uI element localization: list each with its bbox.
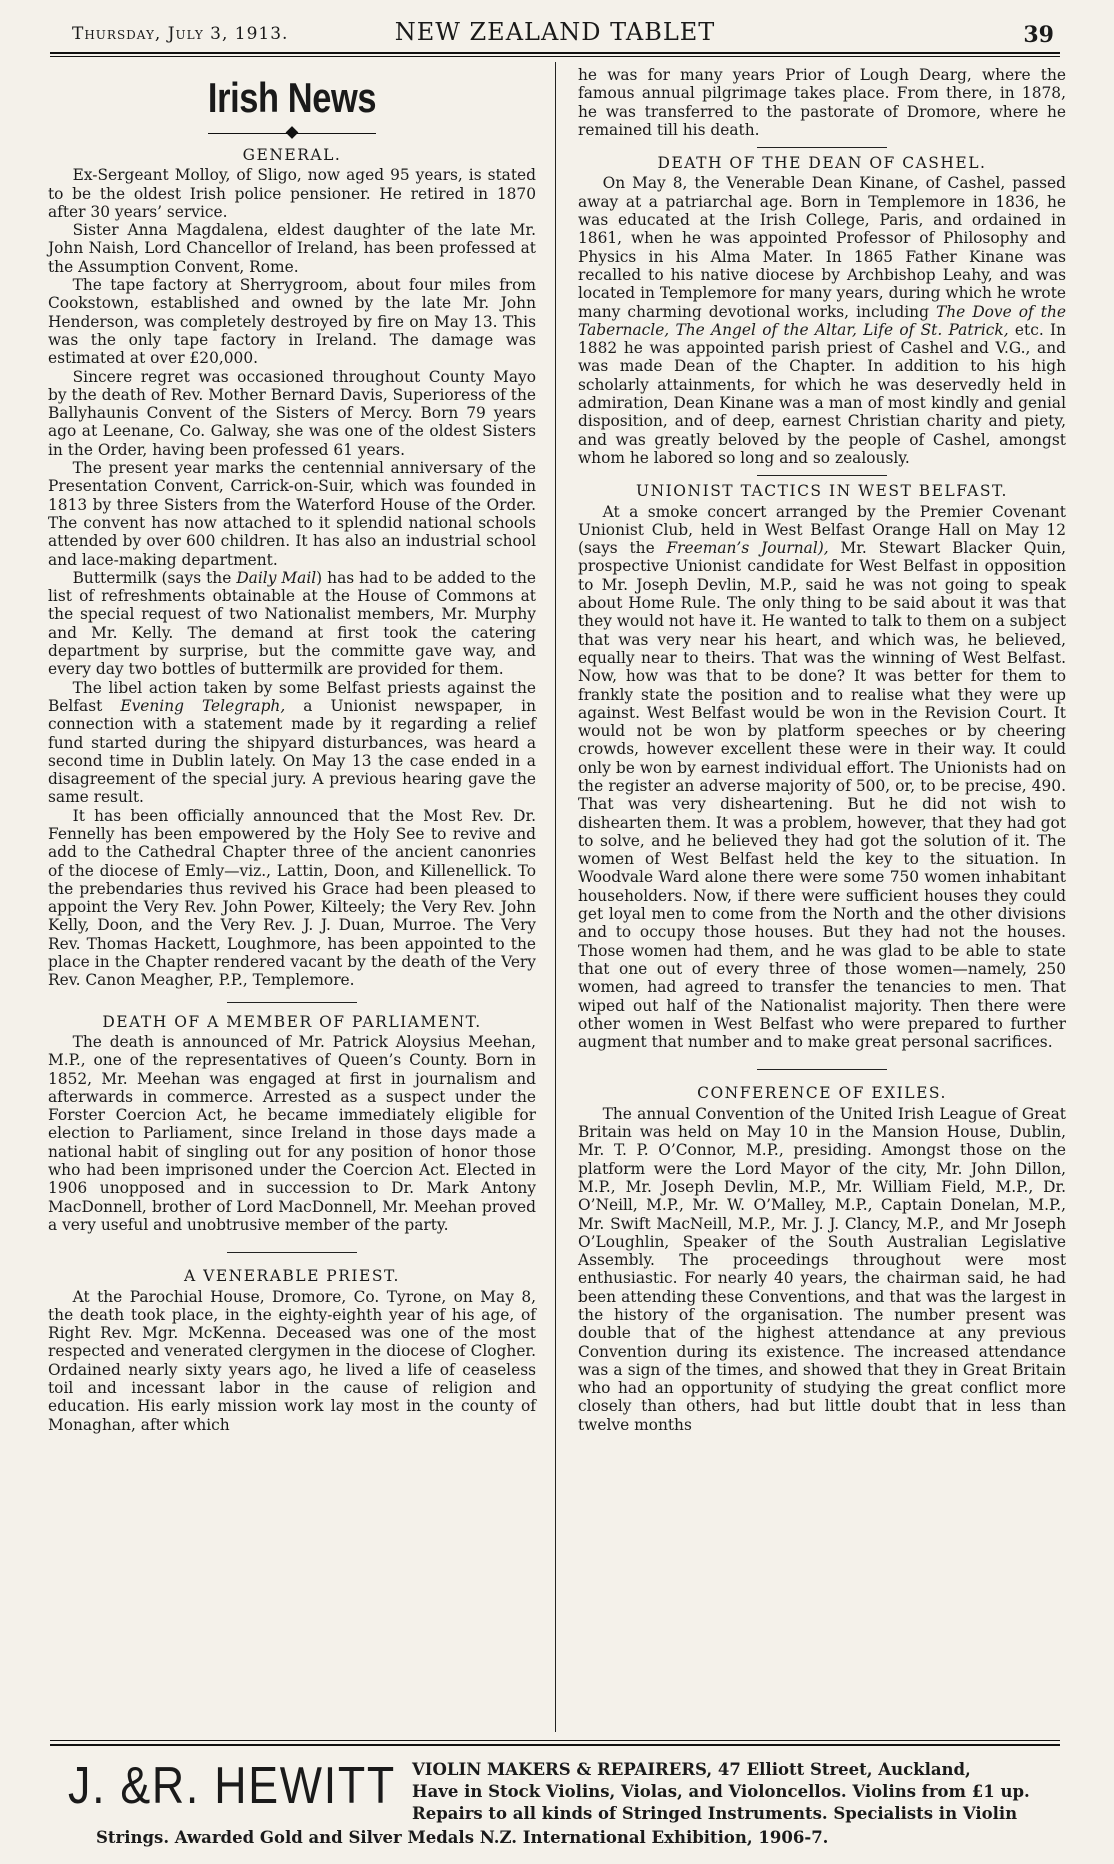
section-rule bbox=[757, 475, 887, 476]
article-paragraph: Sister Anna Magdalena, eldest daughter of the late Mr. John Naish, Lord Chancellor of Ireland, has been professed at the Assumption Convent, Rome. bbox=[48, 221, 536, 276]
right-column bbox=[578, 66, 1066, 1434]
section-rule bbox=[757, 1069, 887, 1070]
article-paragraph: The annual Convention of the United Irish League of Great Britain was held on May 10 in the Mansion House, Dublin, Mr. T. P. O’Connor, M.P., presiding. Amongst those on the platform were the Lord Mayor of the city, Mr. John Dillon, M.P., Mr. Joseph Devlin, M.P., Mr. William Field, M.P., Dr. O’Neill, M.P., Mr. W. O’Malley, M.P., Captain Donelan, M.P., Mr. Swift MacNeill, M.P., Mr. J. J. Clancy, M.P., and Mr Joseph O’Loughlin, Speaker of the South Australian Legislative Assembly. The proceedings throughout were most enthusiastic. For nearly 40 years, the chairman said, he had been attending these Conventions, and that was the largest in the history of the organisation. The number present was double that of the highest attendance at any previous Convention during its existence. The increased attendance was a sign of the times, and showed that they in Great Britain who had an opportunity of studying the great conflict more closely than others, had but little doubt that in less than twelve months bbox=[578, 1104, 1066, 1434]
heading-unionist-tactics: UNIONIST TACTICS IN WEST BELFAST. bbox=[636, 482, 1008, 501]
header-rule-thin bbox=[50, 56, 1060, 57]
article-paragraph: On May 8, the Venerable Dean Kinane, of Cashel, passed away at a patriarchal age. Born in Templemore in 1836, he was educated at the Irish College, Paris, and ordained in 1861, when he was appointed Professor of Philosophy and Physics in his Alma Mater. In 1865 Father Kinane was recalled to his native diocese by Archbishop Leahy, and was located in Templemore for many years, during which he wrote many charming devotional works, including The Dove of the Tabernacle, The Angel of the Altar, Life of St. Patrick, etc. In 1882 he was appointed parish priest of Cashel and V.G., and was made Dean of the Chapter. In addition to his high scholarly attainments, for which he was deservedly held in admiration, Dean Kinane was a man of most kindly and genial disposition, and of deep, earnest Christian charity and piety, and was greatly beloved by the people of Cashel, amongst whom he labored so long and so zealously. bbox=[578, 174, 1066, 467]
article-paragraph: Buttermilk (says the Daily Mail) has had to be added to the list of refreshments obtainable at the House of Commons at the special request of two Nationalist members, Mr. Murphy and Mr. Kelly. The demand at first took the catering department by surprise, but the committe gave way, and every day two bottles of buttermilk are provided for them. bbox=[48, 568, 536, 679]
diamond-icon bbox=[286, 126, 299, 139]
article-paragraph: The tape factory at Sherrygroom, about four miles from Cookstown, established and owned by the late Mr. John Henderson, was completely destroyed by fire on May 13. This was the only tape factory in Ireland. The damage was estimated at over £20,000. bbox=[48, 276, 536, 368]
ad-line: VIOLIN MAKERS & REPAIRERS, 47 Elliott Street, Auckland, bbox=[412, 1760, 971, 1779]
heading-general: GENERAL. bbox=[242, 146, 342, 164]
section-rule bbox=[227, 1252, 357, 1253]
article-paragraph: he was for many years Prior of Lough Dearg, where the famous annual pilgrimage takes place. From there, in 1878, he was transferred to the pastorate of Dromore, where he remained till his death. bbox=[578, 66, 1066, 139]
section-rule bbox=[227, 1002, 357, 1003]
ad-line: Have in Stock Violins, Violas, and Violoncellos. Violins from £1 up. bbox=[412, 1782, 1030, 1801]
article-paragraph: The present year marks the centennial anniversary of the Presentation Convent, Carrick-on-Suir, which was founded in 1813 by three Sisters from the Waterford House of the Order. The convent has now attached to it splendid national schools attended by over 600 children. It has also an industrial school and lace-making department. bbox=[48, 459, 536, 569]
article-paragraph: The libel action taken by some Belfast priests against the Belfast Evening Telegraph, a Unionist newspaper, in connection with a statement made by it regarding a relief fund started during the shipyard disturbances, was heard a second time in Dublin lately. On May 13 the case ended in a disagreement of the special jury. A previous hearing gave the same result. bbox=[48, 678, 536, 807]
advertisement bbox=[50, 1752, 1060, 1852]
article-paragraph: At a smoke concert arranged by the Premier Covenant Unionist Club, held in West Belfast Orange Hall on May 12 (says the Freeman’s Journal), Mr. Stewart Blacker Quin, prospective Unionist candidate for West Belfast in opposition to Mr. Joseph Devlin, M.P., said he was not going to speak about Home Rule. The only thing to be said about it was that they would not have it. He wanted to talk to them on a subject that was very near his heart, and which was, he believed, equally near to theirs. That was the winning of West Belfast. Now, how was that to be done? It was better for them to frankly state the position and to realise what they were up against. West Belfast would be won in the Revision Court. It would not be won by platform speeches or by cheering crowds, however excellent these were in their way. It could only be won by earnest individual effort. The Unionists had on the register an adverse majority of 500, or, to be precise, 490. That was very disheartening. But he did not wish to dishearten them. It was a problem, however, that they had got to solve, and he believed they had got the solution of it. The women of West Belfast held the key to the situation. In Woodvale Ward alone there were some 750 women inhabitant householders. Now, if there were sufficient houses they could get loyal men to come from the North and the other divisions and to occupy those houses. But they had not the houses. Those women had them, and he was glad to be able to state that one out of every three of those women—namely, 250 women, had agreed to transfer the tenancies to men. That wiped out half of the Nationalist majority. Then there were other women in West Belfast who were prepared to further augment that number and to make great personal sacrifices. bbox=[578, 502, 1066, 1052]
header-rule bbox=[50, 52, 1060, 54]
publication-name: Freeman’s Journal), bbox=[666, 539, 829, 558]
article-paragraph: It has been officially announced that the Most Rev. Dr. Fennelly has been empowered by the Holy See to revive and add to the Cathedral Chapter three of the ancient canonries of the diocese of Emly—viz., Lattin, Doon, and Killenellick. To the prebendaries thus revived his Grace had been pleased to appoint the Very Rev. John Power, Kilteely; the Very Rev. John Kelly, Doon, and the Very Rev. J. J. Duan, Murroe. The Very Rev. Thomas Hackett, Loughmore, has been appointed to the place in the Chapter rendered vacant by the death of the Very Rev. Canon Meagher, P.P., Templemore. bbox=[48, 806, 536, 990]
article-paragraph: At the Parochial House, Dromore, Co. Tyrone, on May 8, the death took place, in the eighty-eighth year of his age, of Right Rev. Mgr. McKenna. Deceased was one of the most respected and venerated clergymen in the diocese of Clogher. Ordained nearly sixty years ago, he lived a life of ceaseless toil and incessant labor in the cause of religion and education. His early mission work lay most in the county of Monaghan, after which bbox=[48, 1287, 536, 1434]
page-header bbox=[50, 18, 1060, 52]
advertiser-name: J. &R. HEWITT bbox=[68, 1757, 396, 1815]
section-rule bbox=[757, 147, 887, 148]
article-paragraph: Ex-Sergeant Molloy, of Sligo, now aged 95 years, is stated to be the oldest Irish police pensioner. He retired in 1870 after 30 years’ service. bbox=[48, 166, 536, 221]
publication-name: Daily Mail bbox=[236, 568, 317, 587]
ad-line: Strings. Awarded Gold and Silver Medals N.Z. International Exhibition, 1906-7. bbox=[96, 1828, 829, 1847]
footer-rule-thin bbox=[50, 1740, 1060, 1741]
column-divider bbox=[555, 62, 556, 1732]
ad-line: Repairs to all kinds of Stringed Instruments. Specialists in Violin bbox=[412, 1804, 1018, 1823]
ornament-divider bbox=[48, 126, 536, 140]
newspaper-title: NEW ZEALAND TABLET bbox=[394, 18, 716, 46]
heading-death-mp: DEATH OF A MEMBER OF PARLIAMENT. bbox=[102, 1012, 482, 1031]
page-number: 39 bbox=[1023, 22, 1054, 48]
heading-dean-cashel: DEATH OF THE DEAN OF CASHEL. bbox=[657, 154, 987, 173]
heading-venerable-priest: A VENERABLE PRIEST. bbox=[184, 1267, 400, 1286]
publication-name: Evening Telegraph, bbox=[120, 696, 286, 715]
heading-conference-exiles: CONFERENCE OF EXILES. bbox=[697, 1084, 947, 1103]
article-paragraph: The death is announced of Mr. Patrick Aloysius Meehan, M.P., one of the representatives of Queen’s County. Born in 1852, Mr. Meehan was engaged at first in journalism and afterwards in commerce. Arrested as a suspect under the Forster Coercion Act, he became immediately eligible for election to Parliament, since Ireland in those days made a national habit of singling out for any position of honor those who had been imprisoned under the Coercion Act. Elected in 1906 unopposed and in succession to Dr. Mark Antony MacDonnell, brother of Lord MacDonnell, Mr. Meehan proved a very useful and unobtrusive member of the party. bbox=[48, 1032, 536, 1234]
book-titles: The Dove of the Tabernacle, The Angel of the Altar, Life of St. Patrick, bbox=[578, 302, 1066, 339]
section-masthead: Irish News bbox=[207, 74, 377, 121]
footer-rule bbox=[50, 1744, 1060, 1746]
left-column bbox=[48, 66, 536, 1434]
article-paragraph: Sincere regret was occasioned throughout County Mayo by the death of Rev. Mother Bernard Davis, Superioress of the Ballyhaunis Convent of the Sisters of Mercy. Born 79 years ago at Leenane, Co. Galway, she was one of the oldest Sisters in the Order, having been professed 61 years. bbox=[48, 367, 536, 459]
issue-date: Thursday, July 3, 1913. bbox=[72, 24, 289, 44]
